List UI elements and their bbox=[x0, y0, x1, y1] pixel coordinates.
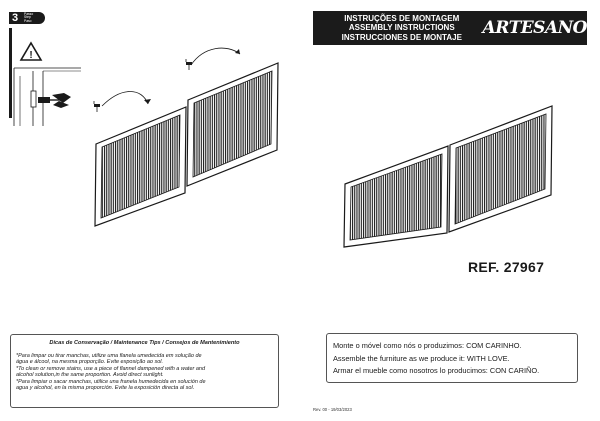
step-word-es: Paso bbox=[24, 18, 32, 23]
care-line: alcohol solution,in the same proportion. Avoid direct sunlight. bbox=[16, 372, 164, 379]
motto-line-pt: Monte o móvel como nós o produzimos: COM CARINHO. bbox=[333, 341, 522, 350]
maintenance-tips-box bbox=[10, 334, 279, 408]
brand-logo: ARTESANO bbox=[482, 18, 587, 38]
screw-detail-illustration bbox=[9, 41, 84, 126]
assembly-motto-text bbox=[333, 340, 539, 378]
warning-exclamation-icon: ! bbox=[29, 50, 33, 61]
care-line: agua y alcohol, en la misma proporción. Evite la exposición directa al sol. bbox=[16, 385, 195, 392]
header-titles bbox=[313, 14, 479, 42]
left-arrow bbox=[102, 92, 148, 107]
motto-line-es: Armar el mueble como nosotros lo producimos: CON CARIÑO. bbox=[333, 366, 540, 376]
product-reference: REF. 27967 bbox=[468, 259, 545, 275]
maintenance-tips-text bbox=[16, 353, 274, 391]
maintenance-tips-title: Dicas de Conservação / Maintenance Tips / Consejos de Mantenimiento bbox=[49, 340, 240, 346]
assembled-headboard-illustration bbox=[330, 100, 562, 248]
panels-before-joining-illustration bbox=[82, 38, 297, 238]
right-arrow bbox=[191, 48, 240, 65]
care-line: água e álcool, na mesma proporção. Evite exposição ao sol. bbox=[16, 359, 164, 366]
revision-date: Rev. 00 - 19/03/2023 bbox=[313, 407, 352, 412]
step-word-en: Step bbox=[24, 15, 31, 20]
connector-icon-right bbox=[186, 59, 192, 70]
step-tab bbox=[9, 12, 45, 24]
title-pt: INSTRUÇÕES DE MONTAGEM bbox=[344, 13, 460, 23]
step-number: 3 bbox=[12, 12, 19, 24]
connector-icon-left bbox=[94, 101, 100, 112]
step-words bbox=[24, 13, 33, 24]
care-line: *Para limpar ou tirar manchas, utilize uma flanela umedecida em solução de bbox=[16, 353, 202, 359]
care-line: *Para limpiar o sacar manchas, utilice una franela humedecida en solución de bbox=[16, 378, 206, 385]
header-band bbox=[313, 11, 587, 45]
title-es: INSTRUCCIONES DE MONTAJE bbox=[341, 32, 462, 42]
care-line: *To clean or remove stains, use a piece of flannel dampened with a water and bbox=[16, 365, 206, 372]
motto-line-en: Assemble the furniture as we produce it: WITH LOVE. bbox=[333, 353, 510, 363]
assembly-motto-box bbox=[326, 333, 578, 383]
step-word-pt: Passo bbox=[24, 11, 34, 16]
title-en: ASSEMBLY INSTRUCTIONS bbox=[348, 23, 455, 33]
